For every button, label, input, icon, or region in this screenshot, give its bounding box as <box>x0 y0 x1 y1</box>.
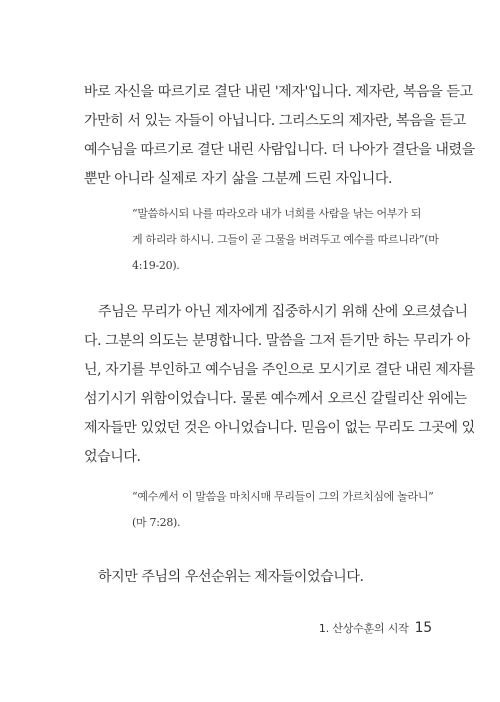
text-line: 주님은 무리가 아닌 제자에게 집중하시기 위해 산에 오르셨습니 <box>98 304 468 320</box>
text-line: 바로 자신을 따르기로 결단 내린 '제자'입니다. 제자란, 복음을 듣고 <box>84 84 473 100</box>
text-line: 다. 그분의 의도는 분명합니다. 말씀을 그저 듣기만 하는 무리가 아 <box>84 333 470 349</box>
scripture-quote-matthew-4 <box>132 201 439 279</box>
paragraph-priority <box>84 563 432 592</box>
text-line: 하지만 주님의 우선순위는 제자들이었습니다. <box>98 569 364 585</box>
quote-line: “예수께서 이 말씀을 마치시매 무리들이 그의 가르치심에 놀라니” <box>132 490 434 503</box>
text-line: 었습니다. <box>84 449 141 465</box>
text-line: 가만히 서 있는 자들이 아닙니다. 그리스도의 제자란, 복음을 듣고 <box>84 113 466 129</box>
text-line: 뿐만 아니라 실제로 자기 삶을 그분께 드린 자입니다. <box>84 171 393 187</box>
text-line: 예수님을 따르기로 결단 내린 사람입니다. 더 나아가 결단을 내렸을 <box>84 142 475 158</box>
text-line: 닌, 자기를 부인하고 예수님을 주인으로 모시기로 결단 내린 제자를 <box>84 362 475 378</box>
page-footer <box>319 620 432 636</box>
page-number: 15 <box>414 620 432 636</box>
quote-line: 게 하리라 하시니. 그들이 곧 그물을 버려두고 예수를 따르니라”(마 <box>132 233 439 246</box>
quote-line: (마 7:28). <box>132 516 181 529</box>
paragraph-disciple-definition <box>84 78 475 194</box>
scripture-quote-matthew-7 <box>132 484 434 536</box>
quote-line: 4:19-20). <box>132 259 180 272</box>
quote-line: “말씀하시되 나를 따라오라 내가 너희를 사람을 낚는 어부가 되 <box>132 207 422 220</box>
chapter-title: 1. 산상수훈의 시작 <box>318 622 409 635</box>
text-line: 제자들만 있었던 것은 아니었습니다. 믿음이 없는 무리도 그곳에 있 <box>84 420 475 436</box>
text-line: 섬기시기 위함이었습니다. 물론 예수께서 오르신 갈릴리산 위에는 <box>84 391 467 407</box>
paragraph-focus-on-disciples <box>84 298 475 472</box>
